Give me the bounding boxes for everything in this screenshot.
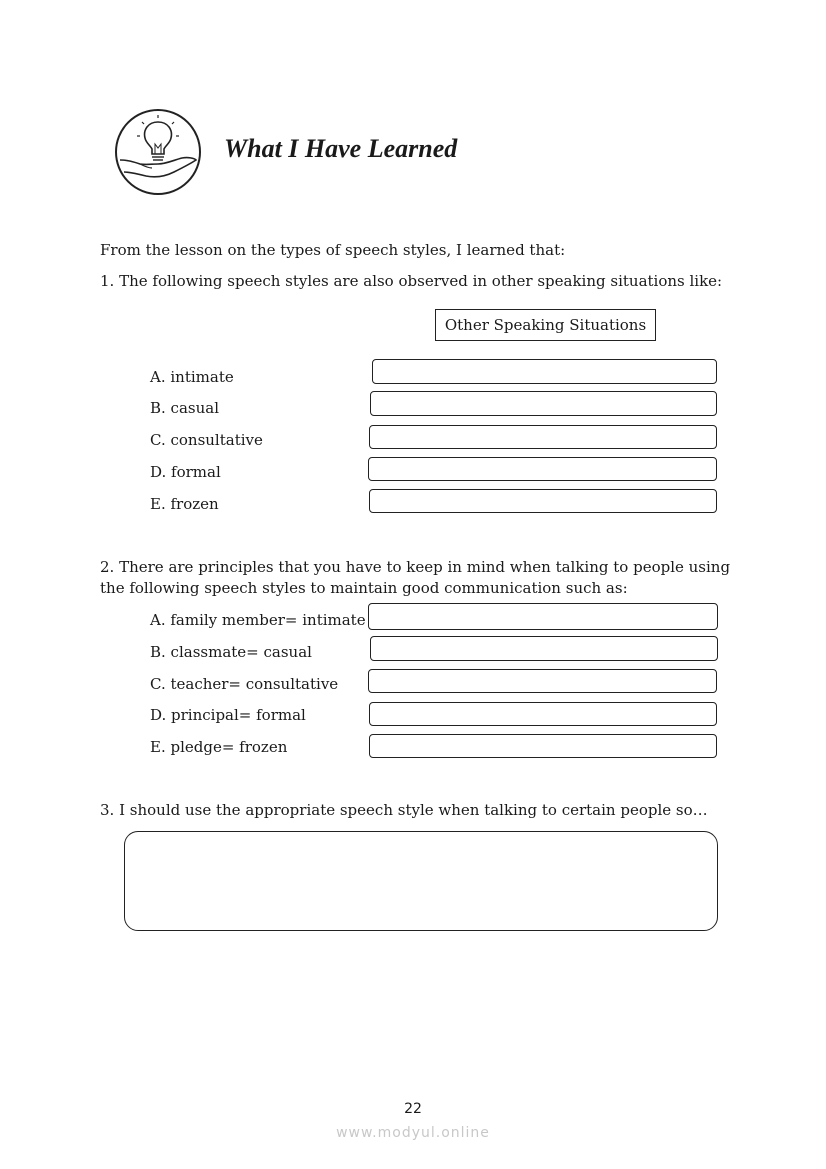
answer-box-2c[interactable]: [368, 669, 717, 693]
section1-item-b: B. casual: [150, 399, 220, 417]
section3-prompt: 3. I should use the appropriate speech style when talking to certain people so…: [100, 801, 708, 819]
section1-item-e: E. frozen: [150, 495, 219, 513]
section2-prompt-line1: 2. There are principles that you have to keep in mind when talking to people using: [100, 558, 731, 576]
answer-box-2a[interactable]: [368, 603, 718, 630]
answer-box-2b[interactable]: [370, 636, 718, 661]
section1-prompt: 1. The following speech styles are also observed in other speaking situations like:: [100, 272, 723, 290]
section1-item-d: D. formal: [150, 463, 221, 481]
answer-box-1c[interactable]: [369, 425, 717, 449]
section1-item-a: A. intimate: [150, 368, 234, 386]
answer-box-2e[interactable]: [369, 734, 717, 758]
section2-item-a: A. family member= intimate: [150, 611, 366, 629]
section2-item-d: D. principal= formal: [150, 706, 306, 724]
section1-item-c: C. consultative: [150, 431, 263, 449]
section2-item-c: C. teacher= consultative: [150, 675, 339, 693]
page-number: 22: [404, 1101, 422, 1117]
section2-item-e: E. pledge= frozen: [150, 738, 288, 756]
answer-box-1d[interactable]: [368, 457, 717, 481]
section2-prompt-line2: the following speech styles to maintain good communication such as:: [100, 579, 628, 597]
intro-text: From the lesson on the types of speech styles, I learned that:: [100, 241, 566, 259]
watermark: www.modyul.online: [336, 1125, 490, 1141]
page-title: What I Have Learned: [224, 134, 458, 163]
answer-box-1b[interactable]: [370, 391, 717, 416]
column-header: Other Speaking Situations: [435, 309, 656, 341]
answer-box-1e[interactable]: [369, 489, 717, 513]
lightbulb-in-hand-icon: [112, 108, 204, 198]
answer-box-2d[interactable]: [369, 702, 717, 726]
answer-box-1a[interactable]: [372, 359, 717, 384]
answer-box-3[interactable]: [124, 831, 718, 931]
section2-item-b: B. classmate= casual: [150, 643, 312, 661]
